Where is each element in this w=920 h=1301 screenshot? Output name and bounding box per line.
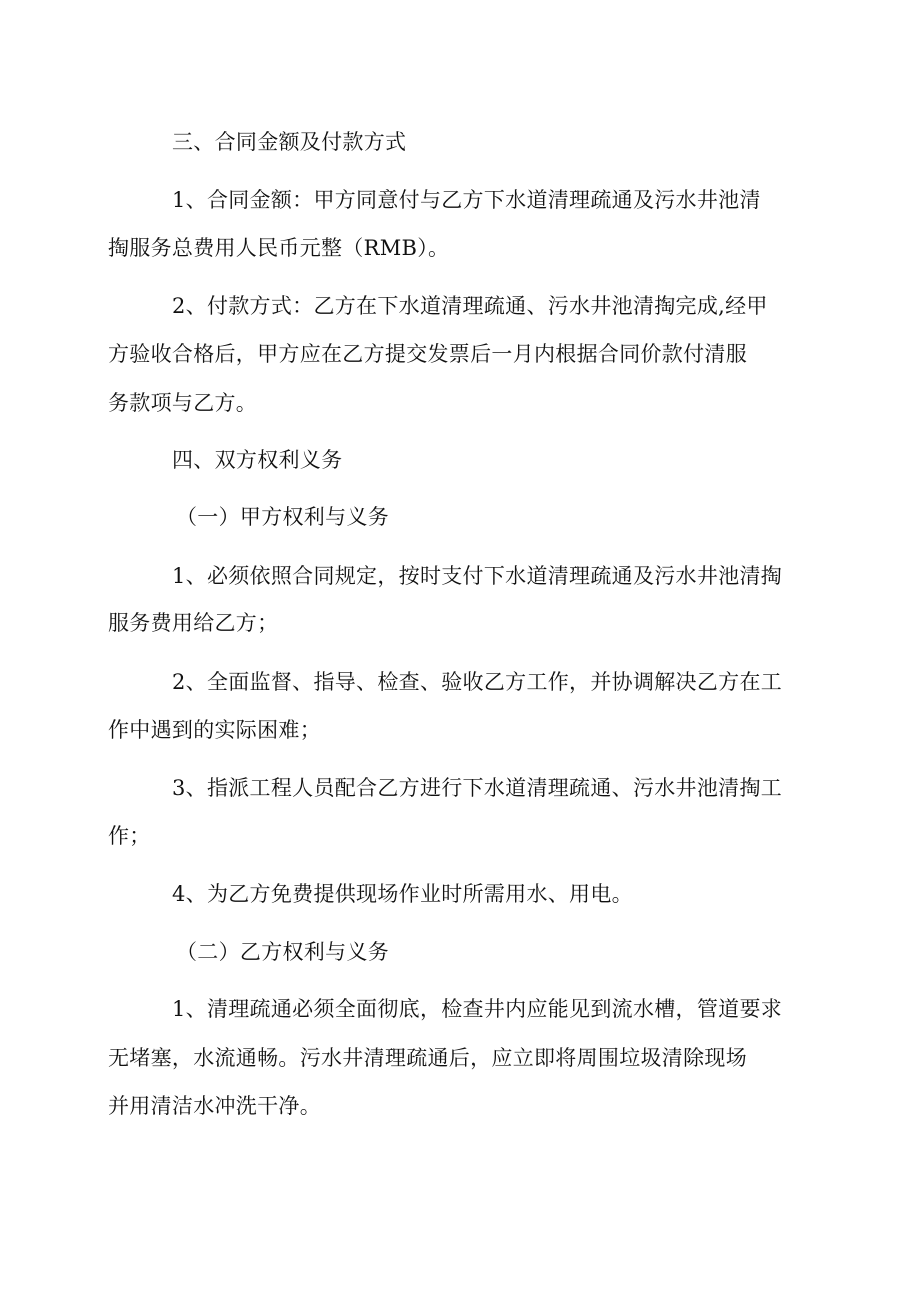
paragraph-line: 2、付款方式：乙方在下水道清理疏通、污水井池清掏完成,经甲	[172, 294, 768, 318]
paragraph-line: 1、必须依照合同规定，按时支付下水道清理疏通及污水井池清掏	[172, 564, 783, 588]
section-heading-3: 三、合同金额及付款方式	[172, 130, 407, 154]
subsection-heading-1: （一）甲方权利与义务	[176, 505, 389, 529]
paragraph-line: 作；	[108, 824, 151, 848]
paragraph-line: 方验收合格后，甲方应在乙方提交发票后一月内根据合同价款付清服	[108, 342, 747, 366]
paragraph-line: 掏服务总费用人民币元整（RMB）。	[108, 236, 450, 260]
section-heading-4: 四、双方权利义务	[172, 448, 343, 472]
paragraph-line: 务款项与乙方。	[108, 391, 258, 415]
paragraph-line: 服务费用给乙方；	[108, 611, 279, 635]
paragraph-line: 无堵塞，水流通畅。污水井清理疏通后，应立即将周围垃圾清除现场	[108, 1046, 747, 1070]
paragraph-line: 并用清洁水冲洗干净。	[108, 1094, 321, 1118]
paragraph-line: 3、指派工程人员配合乙方进行下水道清理疏通、污水井池清掏工	[172, 776, 783, 800]
paragraph-line: 2、全面监督、指导、检查、验收乙方工作，并协调解决乙方在工	[172, 670, 783, 694]
paragraph-line: 1、清理疏通必须全面彻底，检查井内应能见到流水槽，管道要求	[172, 997, 783, 1021]
paragraph-line: 4、为乙方免费提供现场作业时所需用水、用电。	[172, 882, 633, 906]
paragraph-line: 1、合同金额：甲方同意付与乙方下水道清理疏通及污水井池清	[172, 188, 761, 212]
subsection-heading-2: （二）乙方权利与义务	[176, 940, 389, 964]
paragraph-line: 作中遇到的实际困难；	[108, 718, 321, 742]
